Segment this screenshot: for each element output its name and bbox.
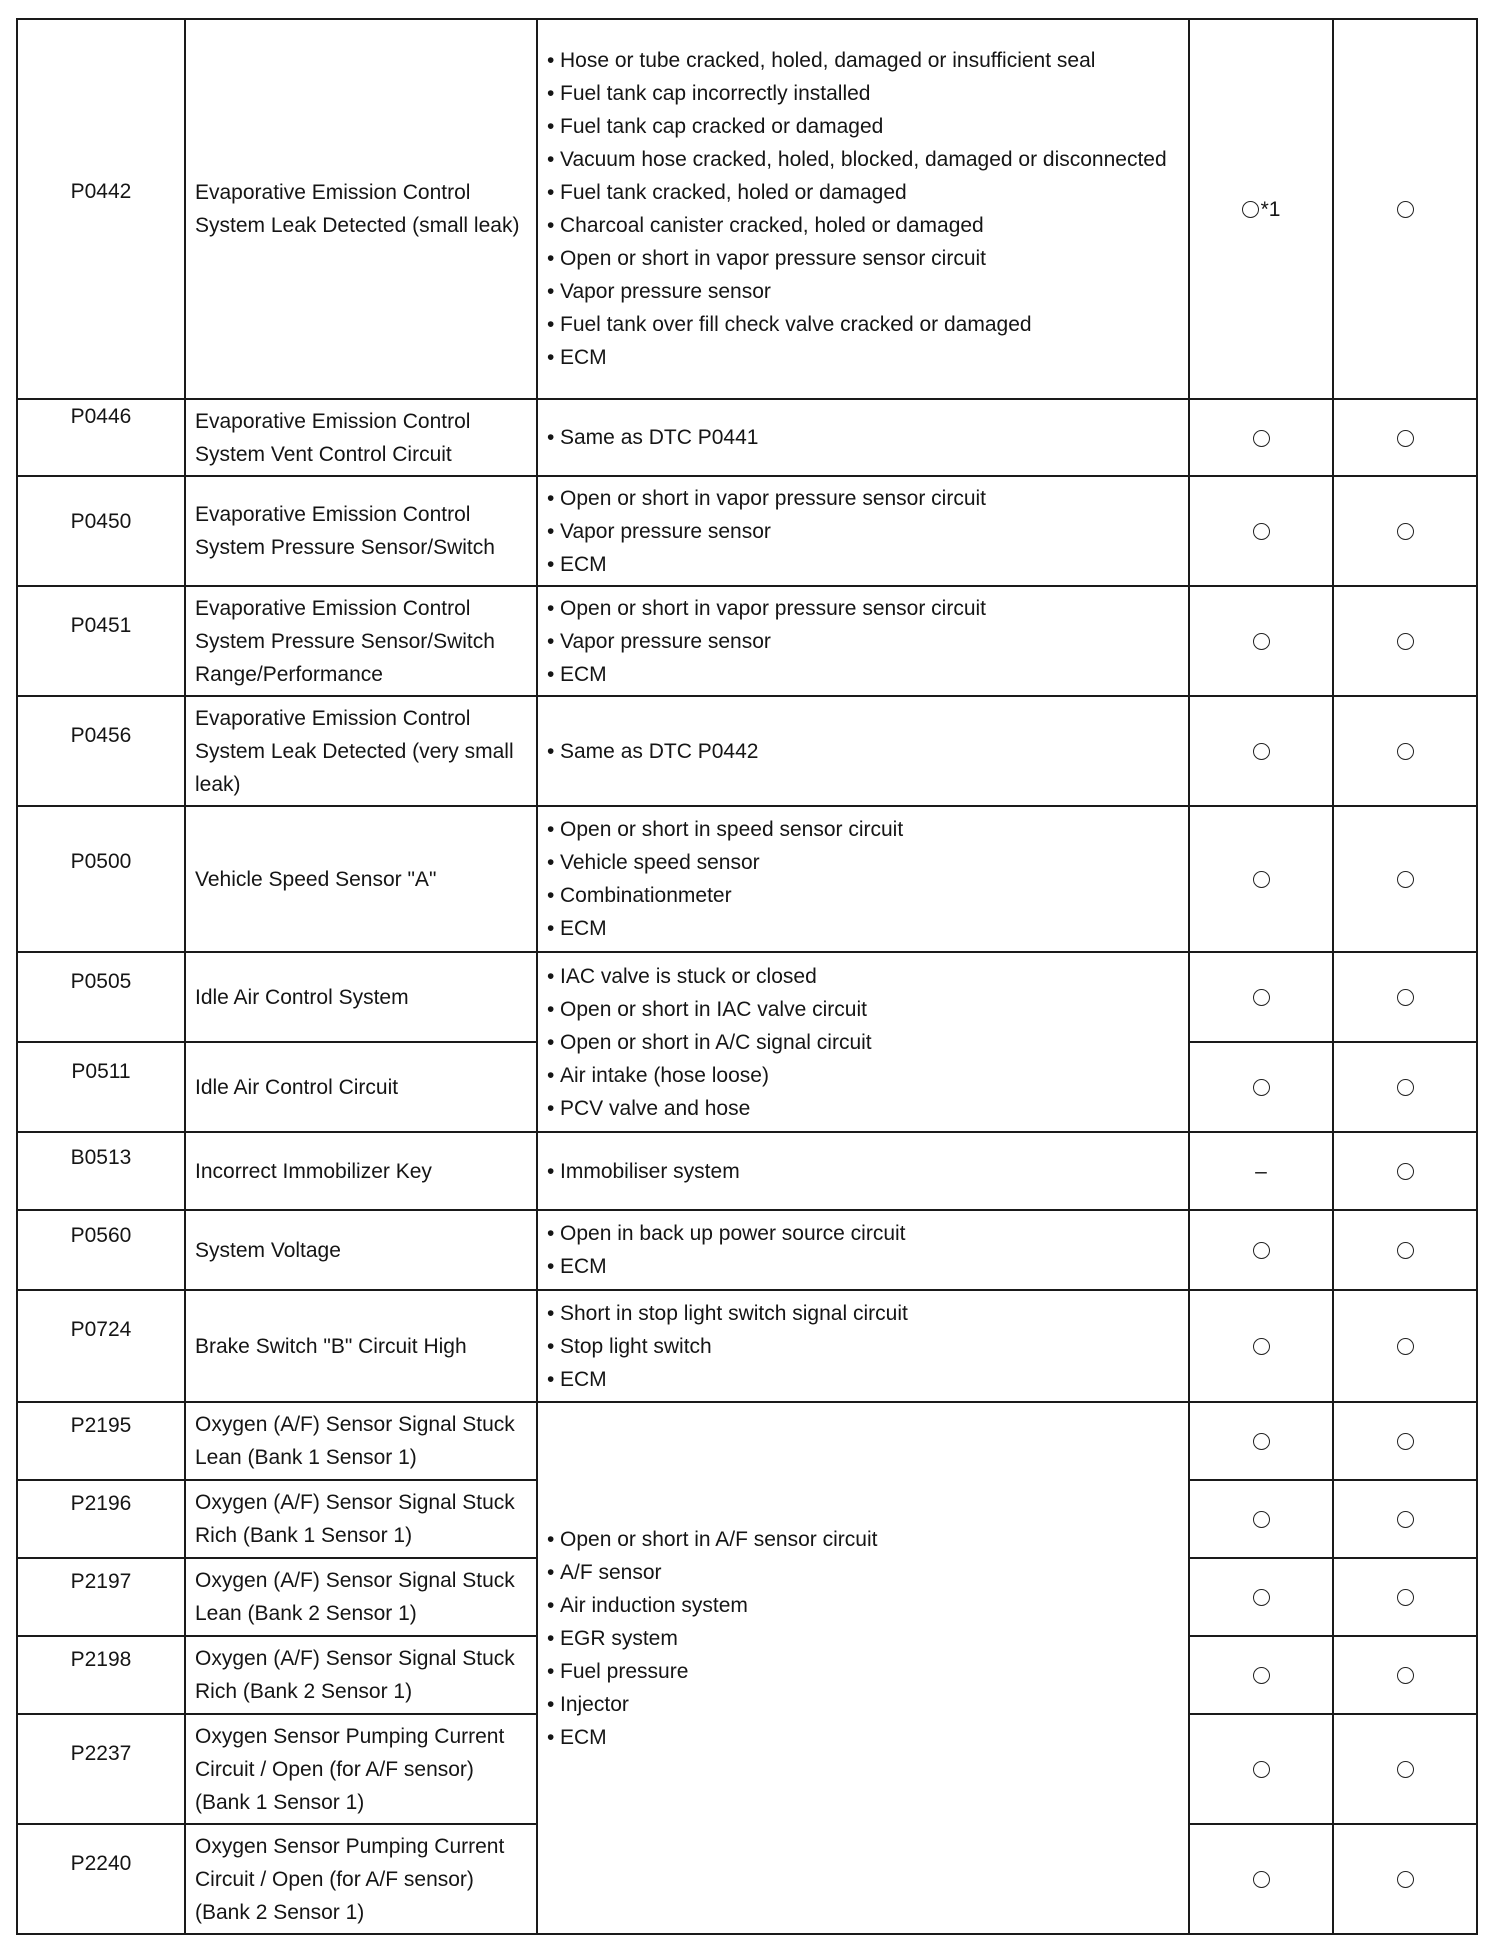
memory-cell [1333,399,1477,476]
mil-footnote: *1 [1260,197,1281,221]
trouble-item: • Vapor pressure sensor [547,625,1179,658]
trouble-item: • Open or short in vapor pressure sensor circuit [547,242,1179,275]
trouble-item: • Fuel pressure [547,1655,1179,1688]
mil-cell [1189,586,1333,696]
trouble-item: • ECM [547,912,1179,945]
table-row [17,1132,1477,1210]
mil-mark [1242,201,1259,218]
mil-mark [1253,430,1270,447]
mil-cell [1189,1714,1333,1824]
memory-mark [1397,1338,1414,1355]
memory-cell [1333,1290,1477,1402]
trouble-item: • A/F sensor [547,1556,1179,1589]
trouble-item: • Vapor pressure sensor [547,515,1179,548]
trouble-item: • EGR system [547,1622,1179,1655]
dtc-code: P2198 [17,1636,185,1714]
memory-cell [1333,1480,1477,1558]
trouble-area [537,1210,1189,1290]
memory-cell [1333,1210,1477,1290]
mil-cell [1189,399,1333,476]
trouble-item: • Charcoal canister cracked, holed or damaged [547,209,1179,242]
memory-mark [1397,1589,1414,1606]
trouble-item: • Open or short in IAC valve circuit [547,993,1179,1026]
mil-mark [1253,1761,1270,1778]
dtc-code: P2196 [17,1480,185,1558]
detection-item: Brake Switch "B" Circuit High [185,1290,537,1402]
trouble-item: • ECM [547,1250,1179,1283]
mil-mark [1253,743,1270,760]
memory-mark [1397,1433,1414,1450]
detection-item: Oxygen (A/F) Sensor Signal Stuck Lean (Bank 2 Sensor 1) [185,1558,537,1636]
trouble-item: • Same as DTC P0442 [547,735,1179,768]
memory-cell [1333,1824,1477,1934]
dtc-code: P2195 [17,1402,185,1480]
detection-item: System Voltage [185,1210,537,1290]
mil-cell [1189,476,1333,586]
trouble-item: • ECM [547,1363,1179,1396]
trouble-item: • Vehicle speed sensor [547,846,1179,879]
memory-mark [1397,1761,1414,1778]
trouble-item: • IAC valve is stuck or closed [547,960,1179,993]
trouble-item: • Short in stop light switch signal circuit [547,1297,1179,1330]
dtc-code: P0500 [17,806,185,952]
dtc-code: P0442 [17,19,185,399]
mil-mark [1253,1667,1270,1684]
trouble-item: • ECM [547,548,1179,581]
mil-cell [1189,1558,1333,1636]
memory-mark [1397,523,1414,540]
mil-mark [1253,1511,1270,1528]
trouble-item: • Vacuum hose cracked, holed, blocked, damaged or disconnected [547,143,1179,176]
trouble-item: • Air induction system [547,1589,1179,1622]
trouble-item: • Hose or tube cracked, holed, damaged or insufficient seal [547,44,1179,77]
trouble-item: • Stop light switch [547,1330,1179,1363]
mil-mark: – [1255,1159,1267,1183]
trouble-item: • Open or short in A/C signal circuit [547,1026,1179,1059]
dtc-code: P0511 [17,1042,185,1132]
detection-item: Oxygen Sensor Pumping Current Circuit / Open (for A/F sensor) (Bank 2 Sensor 1) [185,1824,537,1934]
memory-cell [1333,696,1477,806]
trouble-item: • Open or short in vapor pressure sensor circuit [547,482,1179,515]
dtc-table [16,18,1478,1935]
trouble-item: • ECM [547,341,1179,374]
trouble-item: • Immobiliser system [547,1155,1179,1188]
dtc-code: P0724 [17,1290,185,1402]
detection-item: Idle Air Control System [185,952,537,1042]
memory-mark [1397,1871,1414,1888]
detection-item: Evaporative Emission Control System Vent Control Circuit [185,399,537,476]
trouble-area [537,1402,1189,1934]
mil-cell [1189,806,1333,952]
trouble-area [537,952,1189,1132]
dtc-code: P0505 [17,952,185,1042]
mil-cell [1189,1132,1333,1210]
trouble-item: • Combinationmeter [547,879,1179,912]
memory-cell [1333,19,1477,399]
mil-cell [1189,1480,1333,1558]
detection-item: Incorrect Immobilizer Key [185,1132,537,1210]
trouble-item: • Fuel tank cap incorrectly installed [547,77,1179,110]
trouble-area [537,696,1189,806]
trouble-item: • Open or short in A/F sensor circuit [547,1523,1179,1556]
detection-item: Evaporative Emission Control System Pressure Sensor/Switch [185,476,537,586]
mil-cell [1189,19,1333,399]
detection-item: Oxygen (A/F) Sensor Signal Stuck Lean (Bank 1 Sensor 1) [185,1402,537,1480]
trouble-item: • ECM [547,1721,1179,1754]
memory-cell [1333,1402,1477,1480]
mil-cell [1189,1210,1333,1290]
detection-item: Oxygen (A/F) Sensor Signal Stuck Rich (Bank 2 Sensor 1) [185,1636,537,1714]
dtc-code: P2240 [17,1824,185,1934]
table-row [17,19,1477,399]
mil-mark [1253,523,1270,540]
detection-item: Oxygen Sensor Pumping Current Circuit / Open (for A/F sensor) (Bank 1 Sensor 1) [185,1714,537,1824]
mil-mark [1253,1079,1270,1096]
mil-cell [1189,1042,1333,1132]
memory-mark [1397,1511,1414,1528]
table-row [17,952,1477,1042]
mil-mark [1253,1338,1270,1355]
memory-mark [1397,871,1414,888]
mil-mark [1253,989,1270,1006]
memory-mark [1397,201,1414,218]
memory-cell [1333,1636,1477,1714]
trouble-item: • Open or short in vapor pressure sensor circuit [547,592,1179,625]
table-row [17,586,1477,696]
trouble-area [537,586,1189,696]
detection-item: Idle Air Control Circuit [185,1042,537,1132]
mil-cell [1189,696,1333,806]
trouble-item: • Fuel tank cap cracked or damaged [547,110,1179,143]
detection-item: Oxygen (A/F) Sensor Signal Stuck Rich (Bank 1 Sensor 1) [185,1480,537,1558]
mil-cell [1189,1402,1333,1480]
mil-mark [1253,1871,1270,1888]
detection-item: Evaporative Emission Control System Leak Detected (very small leak) [185,696,537,806]
mil-mark [1253,633,1270,650]
trouble-area [537,399,1189,476]
trouble-area [537,476,1189,586]
trouble-item: • Injector [547,1688,1179,1721]
mil-mark [1253,871,1270,888]
dtc-code: P2197 [17,1558,185,1636]
dtc-code: P0456 [17,696,185,806]
mil-cell [1189,1824,1333,1934]
memory-mark [1397,1242,1414,1259]
mil-cell [1189,952,1333,1042]
table-row [17,1290,1477,1402]
detection-item: Evaporative Emission Control System Leak Detected (small leak) [185,19,537,399]
memory-cell [1333,806,1477,952]
memory-cell [1333,1714,1477,1824]
memory-mark [1397,1163,1414,1180]
memory-cell [1333,1132,1477,1210]
memory-mark [1397,1667,1414,1684]
memory-cell [1333,952,1477,1042]
mil-cell [1189,1636,1333,1714]
mil-mark [1253,1433,1270,1450]
trouble-area [537,806,1189,952]
dtc-code: B0513 [17,1132,185,1210]
table-row [17,806,1477,952]
detection-item: Vehicle Speed Sensor "A" [185,806,537,952]
memory-mark [1397,1079,1414,1096]
trouble-item: • Open in back up power source circuit [547,1217,1179,1250]
mil-cell [1189,1290,1333,1402]
trouble-area [537,19,1189,399]
trouble-area [537,1290,1189,1402]
trouble-item: • Same as DTC P0441 [547,421,1179,454]
trouble-item: • Open or short in speed sensor circuit [547,813,1179,846]
table-row [17,399,1477,476]
table-row [17,476,1477,586]
dtc-code: P0451 [17,586,185,696]
dtc-code: P0560 [17,1210,185,1290]
table-row [17,696,1477,806]
trouble-item: • Air intake (hose loose) [547,1059,1179,1092]
mil-mark [1253,1589,1270,1606]
memory-cell [1333,586,1477,696]
memory-mark [1397,633,1414,650]
mil-mark [1253,1242,1270,1259]
memory-cell [1333,476,1477,586]
trouble-item: • ECM [547,658,1179,691]
trouble-item: • Vapor pressure sensor [547,275,1179,308]
detection-item: Evaporative Emission Control System Pressure Sensor/Switch Range/Performance [185,586,537,696]
memory-mark [1397,430,1414,447]
table-row [17,1402,1477,1480]
dtc-code: P0450 [17,476,185,586]
memory-mark [1397,989,1414,1006]
trouble-item: • Fuel tank over fill check valve cracked or damaged [547,308,1179,341]
dtc-code: P0446 [17,399,185,476]
trouble-item: • Fuel tank cracked, holed or damaged [547,176,1179,209]
memory-mark [1397,743,1414,760]
memory-cell [1333,1558,1477,1636]
memory-cell [1333,1042,1477,1132]
table-row [17,1210,1477,1290]
dtc-code: P2237 [17,1714,185,1824]
trouble-area [537,1132,1189,1210]
trouble-item: • PCV valve and hose [547,1092,1179,1125]
